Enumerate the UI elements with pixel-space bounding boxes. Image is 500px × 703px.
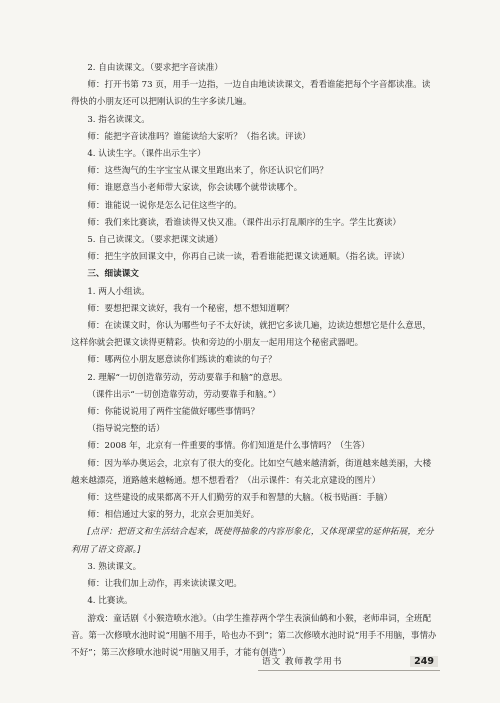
text-paragraph: 2. 自由读课文。（要求把字音读准） (87, 63, 223, 73)
text-paragraph: 师：2008 年，北京有一件重要的事情。你们知道是什么事情吗？（生答） (87, 441, 370, 452)
text-paragraph: 师：要想把课文读好，我有一个秘密，想不想知道啊？ (87, 303, 294, 314)
text-paragraph: 1. 两人小组读。 (87, 286, 150, 297)
book-title: 语文 教师教学用书 (262, 657, 343, 667)
text-paragraph: 师：我们来比赛读，看谁读得又快又准。（课件出示打乱顺序的生字。学生比赛读） (87, 217, 401, 228)
text-paragraph: 师：把生字放回课文中，你再自己读一读，看看谁能把课文读通顺。（指名读。评读） (87, 252, 410, 263)
text-paragraph: 师：谁能说一说你是怎么记住这些字的。 (87, 200, 243, 211)
text-paragraph: 师：这些建设的成果都离不开人们勤劳的双手和智慧的大脑。（板书贴画：手脑） (87, 493, 393, 504)
text-paragraph: 2. 理解“一切创造靠劳动，劳动要靠手和脑”的意思。 (87, 372, 288, 383)
text-paragraph: 游戏：童话剧《小猴造喷水池》。（由学生推荐两个学生表演仙鹤和小猴，老师串词，全班配音。第一次修喷水池时说“用脑不用手，哈也办不到”；第二次修喷水池时说“用手不用脑，事情办不好”；第三次修喷水池时说“用脑又用手，才能有创造”） (71, 613, 437, 658)
text-paragraph: 师：因为举办奥运会，北京有了很大的变化。比如空气越来越清新，街道越来越美丽，大楼越来越漂亮，道路越来越畅通。想不想看看？（出示课件：有关北京建设的图片） (71, 458, 432, 486)
text-paragraph: 师：这些淘气的生字宝宝从课文里跑出来了，你还认识它们吗？ (87, 166, 328, 177)
text-paragraph: 4. 比赛读。 (87, 596, 133, 607)
text-paragraph: 3. 熟读课文。 (87, 561, 142, 572)
text-paragraph: 4. 认读生字。（课件出示生字） (87, 149, 206, 160)
commentary-note: [点评：把语文和生活结合起来，既使得抽象的内容形象化，又体现课堂的延伸拓展，充分利用了语文资源。] (71, 527, 434, 555)
text-paragraph: 师：在读课文时，你认为哪些句子不太好读，就把它多读几遍，边读边想想它是什么意思，这样你就会把课文读得更精彩。快和旁边的小朋友一起用用这个秘密武器吧。 (71, 321, 432, 349)
text-paragraph: （指导说完整的话） (87, 424, 165, 435)
text-paragraph: 3. 指名读课文。 (87, 114, 150, 125)
page-number: 249 (410, 656, 438, 667)
text-paragraph: 5. 自己读课文。（要求把课文读通） (87, 235, 223, 246)
text-paragraph: 师：你能说说用了两件宝能做好哪些事情吗？ (87, 407, 260, 418)
text-paragraph: 师：相信通过大家的努力，北京会更加美好。 (87, 510, 260, 521)
text-paragraph: （课件出示“一切创造靠劳动，劳动要靠手和脑。”） (87, 389, 281, 400)
text-paragraph: 师：谁愿意当小老师带大家读，你会读哪个就带读哪个。 (87, 183, 303, 194)
document-body (71, 60, 437, 662)
section-heading: 三、细读课文 (87, 269, 139, 280)
text-paragraph: 师：能把字音读准吗？谁能读给大家听？（指名读。评读） (87, 131, 311, 142)
text-paragraph: 师：哪两位小朋友愿意读你们练读的难读的句子？ (87, 355, 277, 366)
text-paragraph: 师：让我们加上动作，再来读读课文吧。 (87, 579, 243, 590)
text-paragraph: 师：打开书第 73 页，用手一边指，一边自由地读读课文，看看谁能把每个字音都读准。读得快的小朋友还可以把刚认识的生字多读几遍。 (71, 80, 431, 108)
footer-divider (258, 670, 440, 671)
page-footer (262, 655, 438, 667)
